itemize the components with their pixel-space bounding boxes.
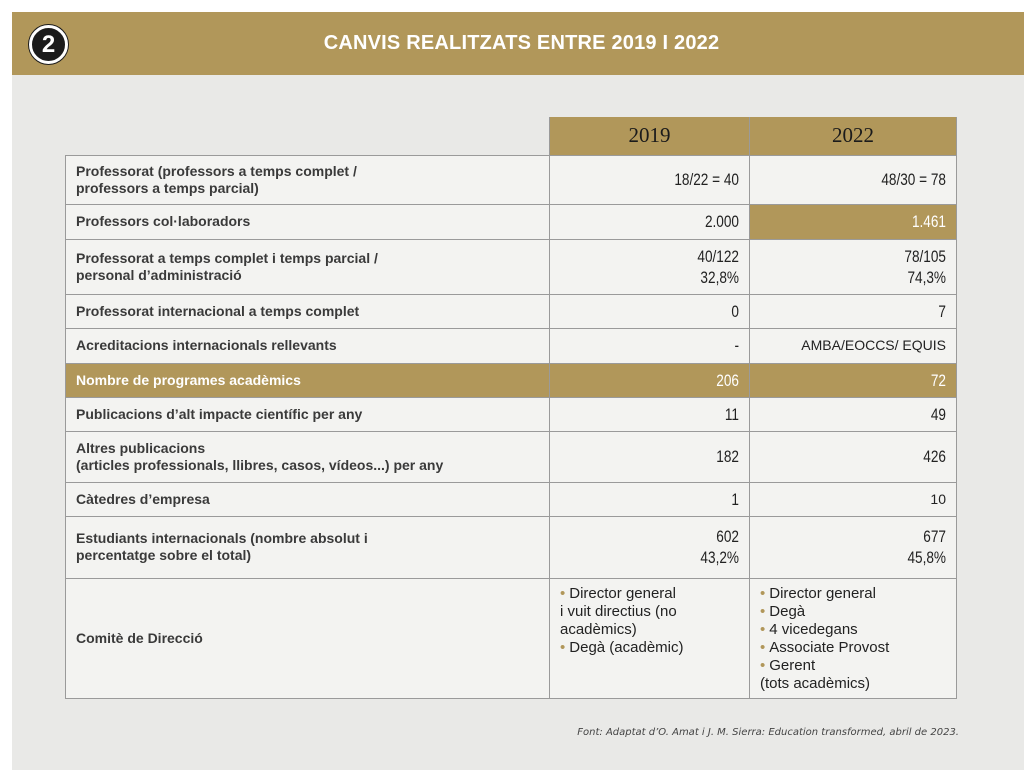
bullet-icon: • [760,656,766,674]
column-header-2019: 2019 [550,117,750,155]
value-2019: - [550,328,750,363]
row-label: Estudiants internacionals (nombre absolut i percentatge sobre el total) [66,516,550,578]
list-item: • Director general [760,584,876,602]
table-row [66,578,957,698]
row-label: Professorat internacional a temps complet [66,294,550,328]
value-2019: 40/122 32,8% [550,239,750,294]
list-item: • Gerent [760,656,816,674]
list-item: • Director general i vuit directius (no acadèmics) [560,584,677,638]
value-2019: 0 [550,294,750,328]
value-2022: 7 [750,294,957,328]
value-2022: 677 45,8% [750,516,957,578]
table-row [66,328,957,363]
row-label: Professors col·laboradors [66,204,550,239]
row-label: Comitè de Direcció [66,578,550,698]
comparison-table [65,117,957,699]
row-label: Nombre de programes acadèmics [66,363,550,397]
committee-2019 [550,578,750,698]
page [12,12,1024,770]
table-row [66,294,957,328]
value-2022: 10 [750,482,957,516]
row-label: Professorat (professors a temps complet / professors a temps parcial) [66,155,550,204]
list-note: (tots acadèmics) [760,674,871,692]
value-2019: 11 [550,397,750,431]
table-row [66,431,957,482]
value-2019: 602 43,2% [550,516,750,578]
list-item: • Degà (acadèmic) [560,638,684,656]
value-2022: AMBA/EOCCS/ EQUIS [750,328,957,363]
list-item: • Degà [760,602,806,620]
source-note: Font: Adaptat d’O. Amat i J. M. Sierra: Education transformed, abril de 2023. [577,727,959,738]
value-2019: 2.000 [550,204,750,239]
table-row [66,482,957,516]
value-2019: 18/22 = 40 [550,155,750,204]
bullet-icon: • [760,620,766,638]
column-header-2022: 2022 [750,117,957,155]
table-row [66,516,957,578]
table-row [66,204,957,239]
row-label: Acreditacions internacionals rellevants [66,328,550,363]
value-2022: 426 [750,431,957,482]
value-2022: 78/105 74,3% [750,239,957,294]
section-number-badge: 2 [29,25,68,64]
row-label: Professorat a temps complet i temps parcial / personal d’administració [66,239,550,294]
row-label: Altres publicacions (articles professionals, llibres, casos, vídeos...) per any [66,431,550,482]
value-2019: 182 [550,431,750,482]
value-2022: 48/30 = 78 [750,155,957,204]
bullet-icon: • [560,584,566,602]
row-label: Càtedres d’empresa [66,482,550,516]
table-row [66,239,957,294]
bullet-icon: • [760,602,766,620]
list-item: • Associate Provost [760,638,890,656]
header-bar [12,12,1024,75]
table-row-highlight [66,363,957,397]
value-2022-highlight: 1.461 [750,204,957,239]
list-item: • 4 vicedegans [760,620,858,638]
value-2019: 1 [550,482,750,516]
value-2022: 72 [750,363,957,397]
table-row [66,397,957,431]
committee-2022 [750,578,957,698]
table-corner [66,117,550,155]
bullet-icon: • [760,584,766,602]
bullet-icon: • [760,638,766,656]
value-2019: 206 [550,363,750,397]
value-2022: 49 [750,397,957,431]
bullet-icon: • [560,638,566,656]
page-title: CANVIS REALITZATS ENTRE 2019 I 2022 [323,32,720,54]
row-label: Publicacions d’alt impacte científic per any [66,397,550,431]
table-row [66,155,957,204]
